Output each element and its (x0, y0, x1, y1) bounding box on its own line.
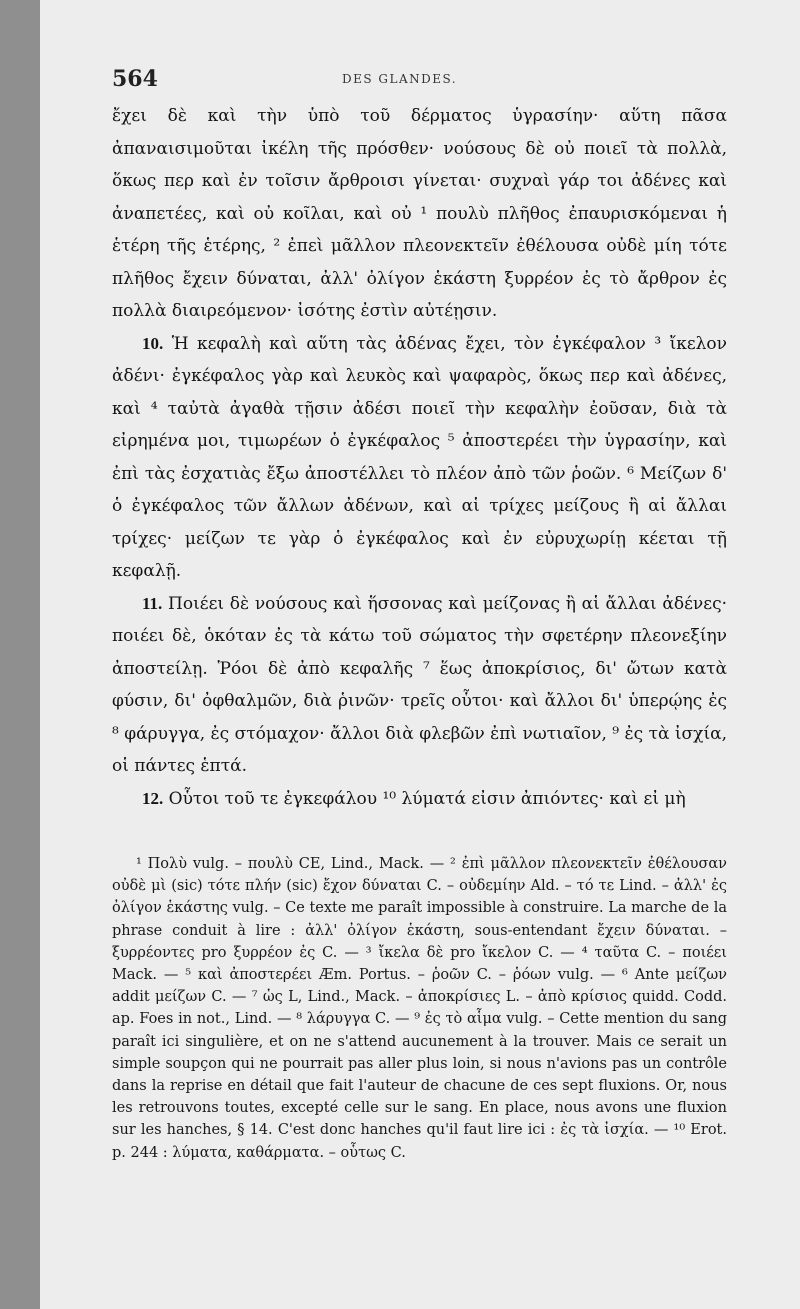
section-text: Ποιέει δὲ νούσους καὶ ἥσσονας καὶ μείζονας ἢ αἱ ἄλλαι ἀδένες· ποιέει δὲ, ὁκόταν ἐς τὰ κάτω τοῦ σώματος τὴν σφετέρην πλεονεξίην ἀποστείλῃ. Ῥόοι δὲ ἀπὸ κεφαλῆς ⁷ ἕως ἀποκρίσιος, δι' ὤτων κατὰ φύσιν, δι' ὀφθαλμῶν, διὰ ῥινῶν· τρεῖς οὗτοι· καὶ ἄλλοι δι' ὑπερῴης ἐς ⁸ φάρυγγα, ἐς στόμαχον· ἄλλοι διὰ φλεβῶν ἐπὶ νωτιαῖον, ⁹ ἐς τὰ ἰσχία, οἱ πάντες ἑπτά. (112, 593, 728, 776)
section-text: Ἡ κεφαλὴ καὶ αὕτη τὰς ἀδένας ἔχει, τὸν ἐγκέφαλον ³ ἴκελον ἀδένι· ἐγκέφαλος γὰρ καὶ λευκὸς καὶ ψαφαρὸς, ὅκως περ καὶ ἀδένες, καὶ ⁴ ταὐτὰ ἀγαθὰ τῇσιν ἀδέσι ποιεῖ τὴν κεφαλὴν ἐοῦσαν, διὰ τὰ εἰρημένα μοι, τιμωρέων ὁ ἐγκέφαλος ⁵ ἀποστερέει τὴν ὑγρασίην, καὶ ἐπὶ τὰς ἐσχατιὰς ἔξω ἀποστέλλει τὸ πλέον ἀπὸ τῶν ῥοῶν. ⁶ Μείζων δ' ὁ ἐγκέφαλος τῶν ἄλλων ἀδένων, καὶ αἱ τρίχες μείζους ἢ αἱ ἄλλαι τρίχες· μείζων τε γὰρ ὁ ἐγκέφαλος καὶ ἐν εὐρυχωρίῃ κέεται τῇ κεφαλῇ. (112, 333, 728, 581)
section-text: Οὗτοι τοῦ τε ἐγκεφάλου ¹⁰ λύματά εἰσιν ἀπιόντες· καὶ εἰ μὴ (168, 788, 686, 809)
section-number: 11. (142, 593, 163, 613)
book-page (40, 0, 800, 1309)
main-text (112, 100, 727, 815)
intro-paragraph: ἔχει δὲ καὶ τὴν ὑπὸ τοῦ δέρματος ὑγρασίην· αὕτη πᾶσα ἀπαναισιμοῦται ἰκέλη τῆς πρόσθεν· νούσους δὲ οὐ ποιεῖ τὰ πολλὰ, ὅκως περ καὶ ἐν τοῖσιν ἄρθροισι γίνεται· συχναὶ γάρ τοι ἀδένες καὶ ἀναπετέες, καὶ οὐ κοῖλαι, καὶ οὐ ¹ πουλὺ πλῆθος ἐπαυρισκόμεναι ἡ ἑτέρη τῆς ἑτέρης, ² ἐπεὶ μᾶλλον πλεονεκτεῖν ἐθέλουσα οὐδὲ μίη τότε πλῆθος ἔχειν δύναται, ἀλλ' ὀλίγον ἑκάστη ξυρρέον ἐς τὸ ἄρθρον ἐς πολλὰ διαιρεόμενον· ἰσότης ἐστὶν αὐτέῃσιν. (112, 106, 727, 321)
page-number: 564 (112, 66, 158, 92)
section-number: 12. (142, 788, 164, 808)
footnotes (112, 853, 727, 1164)
section-number: 10. (142, 333, 164, 353)
section-10 (112, 328, 727, 588)
footnote-text: ¹ Πολὺ vulg. – πουλὺ CE, Lind., Mack. — ² ἐπὶ μᾶλλον πλεονεκτεῖν ἐθέλουσαν οὐδὲ μὶ (sic) τότε πλήν (sic) ἔχον δύναται C. – οὐδεμίην Ald. – τό τε Lind. – ἀλλ' ἐς ὀλίγον ἑκάστης vulg. – Ce texte me paraît impossible à construire. La marche de la phrase conduit à lire : ἀλλ' ὀλίγον ἑκάστη, sous-entendant ἔχειν δύναται. – ξυρρέοντες pro ξυρρέον ἐς C. — ³ ἴκελα δὲ pro ἴκελον C. — ⁴ ταῦτα C. – ποιέει Mack. — ⁵ καὶ ἀποστερέει Æm. Portus. – ῥοῶν C. – ῥόων vulg. — ⁶ Ante μείζων addit μείζων C. — ⁷ ὡς L, Lind., Mack. – ἀποκρίσιες L. – ἀπὸ κρίσιος quidd. Codd. ap. Foes in not., Lind. — ⁸ λάρυγγα C. — ⁹ ἐς τὸ αἷμα vulg. – Cette mention du sang paraît ici singulière, et on ne s'attend aucunement à la trouver. Mais ce serait un simple soupçon qui ne pourrait pas aller plus loin, si nous n'avions pas un contrôle dans la reprise en détail que fait l'auteur de chacune de ces sept fluxions. Or, nous les retrouvons toutes, excepté celle sur le sang. En place, nous avons une fluxion sur les hanches, § 14. C'est donc hanches qu'il faut lire ici : ἐς τὰ ἰσχία. — ¹⁰ Erot. p. 244 : λύματα, καθάρματα. – οὗτως C. (112, 856, 727, 1161)
section-11 (112, 588, 727, 783)
running-head: DES GLANDES. (342, 72, 458, 86)
page-header (112, 66, 672, 92)
section-12 (112, 783, 727, 816)
